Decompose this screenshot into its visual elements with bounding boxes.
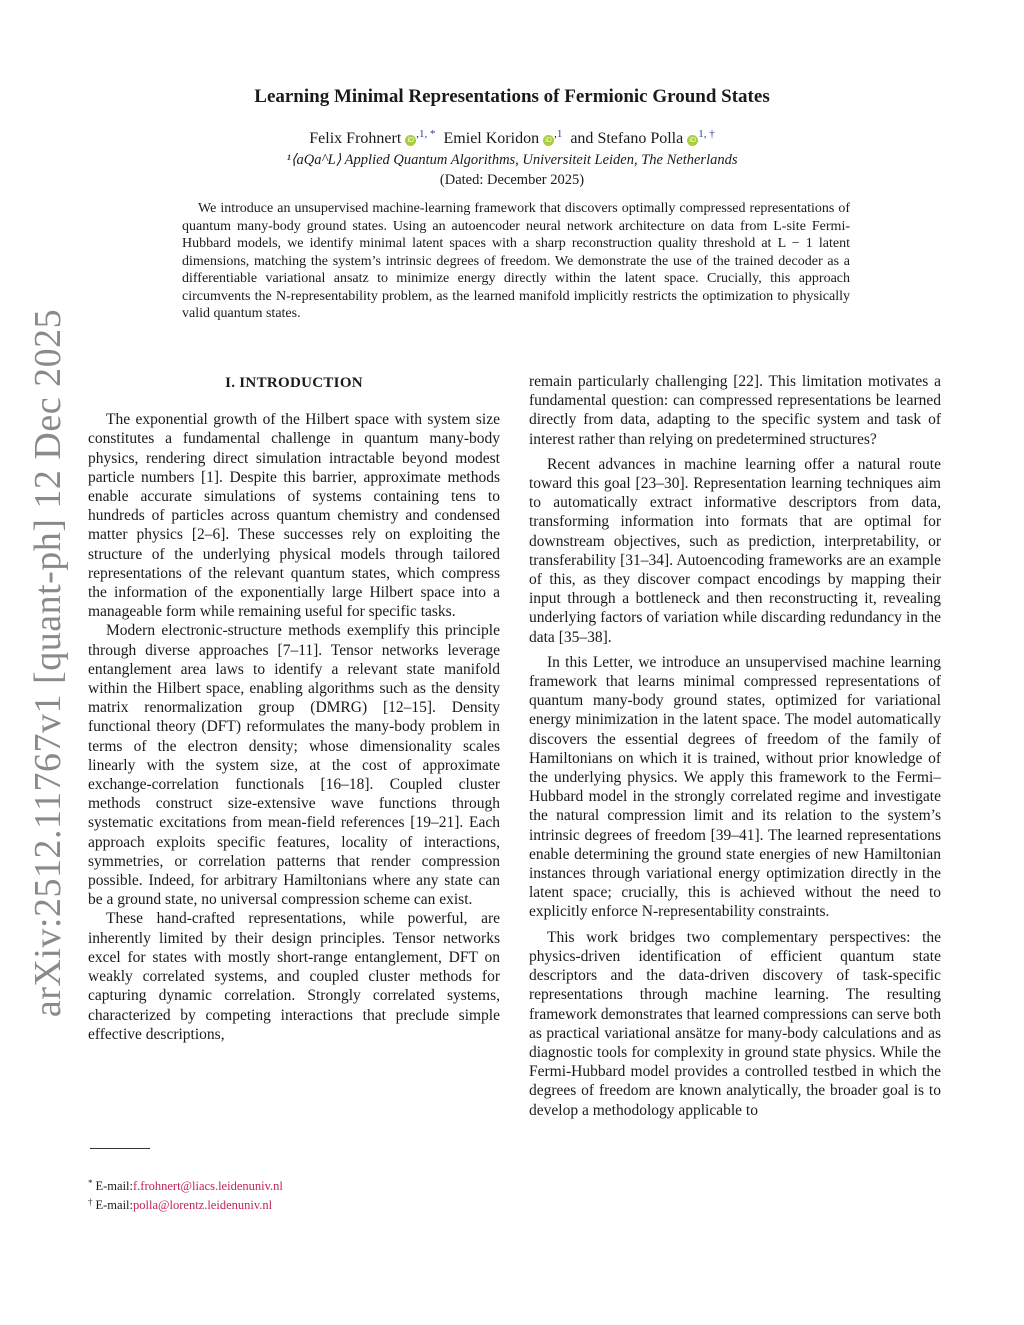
left-column xyxy=(88,372,500,1044)
footnote-divider xyxy=(90,1148,150,1149)
body-paragraph: Recent advances in machine learning offer a natural route toward this goal [23–30]. Representation learning techniques aim to automatically extract informative descriptors from data, transforming information into formats that are optimal for downstream objectives, such as prediction, interpretability, or transferability [31–34]. Autoencoding frameworks are an example of this, as they discover compact encodings by mapping their input through a bottleneck and then reconstructing it, revealing underlying factors of variation while discarding redundancy in the data [35–38]. xyxy=(529,455,941,646)
email-link[interactable]: polla@lorentz.leidenuniv.nl xyxy=(133,1198,273,1212)
author-list: Felix Frohnert $iD^{,1, *}$ Emiel Koridon $iD^{,1}$ and Stefano Polla $iD^{1, \dagger}$ xyxy=(309,128,715,147)
footnotes xyxy=(88,1175,488,1213)
body-paragraph: In this Letter, we introduce an unsupervised machine learning framework that learns minimal compressed representations of quantum many-body ground states, optimized for variational energy minimization in the latent space. The model automatically discovers the essential degrees of freedom of the family of Hamiltonians on which it is trained, without prior knowledge of the underlying physics. We apply this framework to the Fermi–Hubbard model in the strongly correlated regime and investigate the natural compression limit and its relation to the system’s intrinsic degrees of freedom [39–41]. The learned representations enable determining the ground state energies of new Hamiltonian instances through variational energy optimization directly in the latent space; crucially, this is achieved without the need to explicitly enforce N-representability constraints. xyxy=(529,653,941,921)
footnote xyxy=(88,1175,488,1194)
body-paragraph: These hand-crafted representations, while powerful, are inherently limited by their design principles. Tensor networks excel for states with mostly short-range entanglement, DFT on weakly correlated systems, and coupled cluster methods for capturing dynamic correlation. Strongly correlated systems, characterized by competing interactions that preclude simple effective descriptions, xyxy=(88,910,500,1043)
affiliation: ¹⟨aQa^L⟩ Applied Quantum Algorithms, Universiteit Leiden, The Netherlands xyxy=(286,152,738,168)
right-column xyxy=(529,372,941,1120)
body-paragraph: Modern electronic-structure methods exemplify this principle through diverse approaches [7–11]. Tensor networks leverage entanglement area laws to identify a relevant state manifold within the Hilbert space, enabling algorithms such as the density matrix renormalization group (DMRG) [12–15]. Density functional theory (DFT) reformulates the many-body problem in terms of the electron density; whose dimensionality scales linearly with the system size, at the cost of approximate exchange-correlation functionals [16–18]. Coupled cluster methods construct size-extensive wave functions through systematic excitations from mean-field references [19–21]. Each approach exploits specific features, locality of interactions, symmetries, or correlation patterns that render compression possible. Indeed, for arbitrary Hamiltonians where any state can be a ground state, no universal compression scheme can exist. xyxy=(88,622,500,909)
footnote-label: E-mail: xyxy=(95,1179,133,1193)
email-link[interactable]: f.frohnert@liacs.leidenuniv.nl xyxy=(133,1179,283,1193)
author-name: Emiel Koridon xyxy=(443,130,540,147)
arxiv-identifier-text: arXiv:2512.11767v1 [quant-ph] 12 Dec 2025 xyxy=(27,308,70,1017)
section-heading: I. INTRODUCTION xyxy=(225,375,363,391)
orcid-icon[interactable]: iD xyxy=(543,135,554,146)
footnote xyxy=(88,1194,488,1213)
author-affiliation-mark[interactable]: 1, * xyxy=(419,128,436,140)
abstract: We introduce an unsupervised machine-learning framework that discovers optimally compressed representations of quantum many-body ground states. Using an autoencoder neural network architecture on data from L-site Fermi-Hubbard models, we identify minimal latent spaces with a sharp reconstruction quality threshold at L − 1 latent dimensions, matching the system’s intrinsic degrees of freedom. We demonstrate the use of the trained decoder as a differentiable variational ansatz to minimize energy directly within the latent space. Crucially, this approach circumvents the N-representability problem, as the learned manifold implicitly restricts the optimization to physically valid quantum states. xyxy=(182,201,850,321)
body-paragraph: remain particularly challenging [22]. This limitation motivates a fundamental question: can compressed representations be learned directly from data, adapting to the specific system and task of interest rather than relying on predetermined structures? xyxy=(529,373,941,448)
author-name: Felix Frohnert xyxy=(309,130,402,147)
author-affiliation-mark[interactable]: 1 xyxy=(556,128,563,140)
author-affiliation-mark[interactable]: 1, † xyxy=(698,128,715,140)
paper-title: Learning Minimal Representations of Fermionic Ground States xyxy=(254,86,770,107)
orcid-icon[interactable]: iD xyxy=(405,135,416,146)
footnote-mark: * xyxy=(88,1178,93,1188)
footnote-mark: † xyxy=(88,1197,93,1207)
footnote-label: E-mail: xyxy=(95,1198,133,1212)
dated-line: (Dated: December 2025) xyxy=(439,172,585,188)
body-paragraph: The exponential growth of the Hilbert space with system size constitutes a fundamental challenge in quantum many-body physics, rendering direct simulation intractable beyond modest particle numbers [1]. Despite this barrier, approximate methods enable accurate simulations of systems containing tens to hundreds of particles across quantum chemistry and condensed matter physics [2–6]. These successes rely on exploiting the structure of the underlying physical models through tailored representations of the relevant quantum states, which compress the information of the exponentially large Hilbert space into a manageable form while remaining useful for specific tasks. xyxy=(88,411,500,621)
author-name: Stefano Polla xyxy=(597,130,684,147)
author-joiner: and xyxy=(570,130,594,147)
body-paragraph: This work bridges two complementary perspectives: the physics-driven identification of efficient quantum state descriptors and the data-driven discovery of task-specific representations through machine learning. The resulting framework demonstrates that learned compressions can serve both as practical variational ansätze for many-body calculations and as diagnostic tools for complexity in ground state physics. While the Fermi-Hubbard model provides a controlled testbed in which the degrees of freedom are known analytically, the broader goal is to develop a methodology applicable to xyxy=(529,928,941,1119)
orcid-icon[interactable]: iD xyxy=(687,135,698,146)
arxiv-identifier xyxy=(8,308,88,1017)
